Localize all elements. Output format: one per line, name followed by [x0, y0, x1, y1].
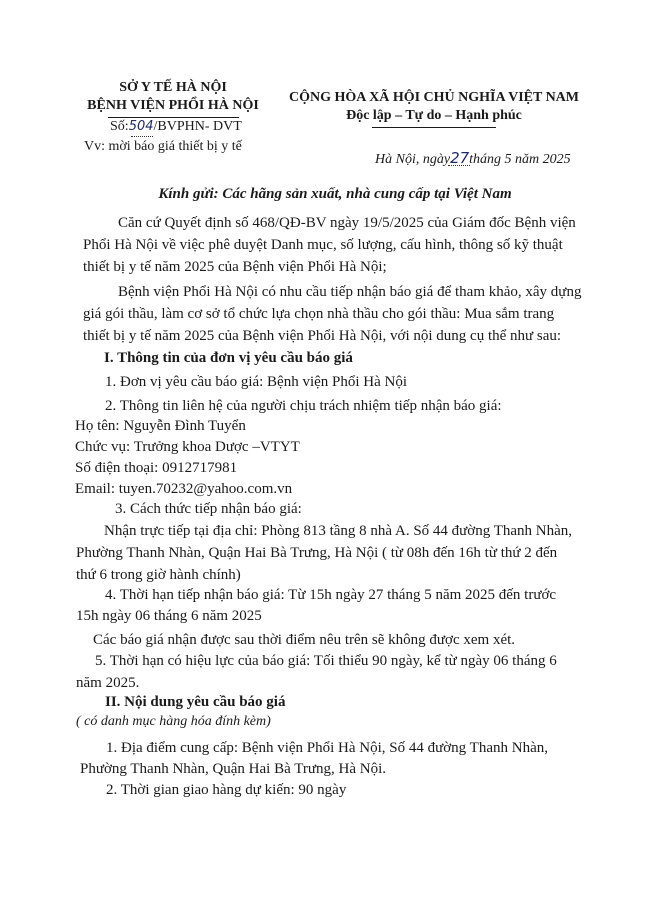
date-dotline	[448, 165, 470, 166]
section1-item1: 1. Đơn vị yêu cầu báo giá: Bệnh viện Phổi Hà Nội	[105, 374, 408, 390]
recipient-line: Kính gửi: Các hãng sản xuất, nhà cung cấp tại Việt Nam	[158, 186, 512, 202]
section1-item5-line1: 5. Thời hạn có hiệu lực của báo giá: Tối thiểu 90 ngày, kể từ ngày 06 tháng 6	[95, 653, 557, 669]
date-prefix: Hà Nội, ngày	[375, 152, 451, 167]
intro-p2-line3: thiết bị y tế năm 2025 của Bệnh viện Phổi Hà Nội, với nội dung cụ thể như sau:	[83, 328, 562, 344]
section1-heading: I. Thông tin của đơn vị yêu cầu báo giá	[104, 350, 353, 366]
section2-heading: II. Nội dung yêu cầu báo giá	[105, 694, 286, 710]
motto-underline	[372, 127, 496, 128]
section2-item1-line1: 1. Địa điểm cung cấp: Bệnh viện Phổi Hà Nội, Số 44 đường Thanh Nhàn,	[106, 740, 548, 756]
intro-p1-line1: Căn cứ Quyết định số 468/QĐ-BV ngày 19/5/2025 của Giám đốc Bệnh viện	[118, 215, 576, 231]
doc-no-handwritten: 504	[128, 119, 154, 134]
doc-no-dotline	[131, 136, 153, 137]
document-number	[110, 119, 242, 135]
section1-item3-line2: Phường Thanh Nhàn, Quận Hai Bà Trưng, Hà Nội ( từ 08h đến 16h từ thứ 2 đến	[76, 545, 558, 561]
section1-item5-line2: năm 2025.	[76, 675, 140, 691]
section2-note: ( có danh mục hàng hóa đính kèm)	[76, 714, 271, 729]
hospital-name: BỆNH VIỆN PHỔI HÀ NỘI	[87, 98, 259, 113]
doc-no-suffix: /BVPHN- DVT	[153, 119, 242, 134]
intro-p1-line2: Phổi Hà Nội về việc phê duyệt Danh mục, số lượng, cấu hình, thông số kỹ thuật	[83, 237, 563, 253]
hospital-underline	[108, 117, 239, 118]
section1-item3-line1: Nhận trực tiếp tại địa chỉ: Phòng 813 tầng 8 nhà A. Số 44 đường Thanh Nhàn,	[104, 523, 573, 539]
contact-name: Họ tên: Nguyễn Đình Tuyển	[75, 418, 246, 434]
contact-email: Email: tuyen.70232@yahoo.com.vn	[75, 481, 293, 497]
contact-phone: Số điện thoại: 0912717981	[75, 460, 238, 476]
intro-p2-line1: Bệnh viện Phổi Hà Nội có nhu cầu tiếp nhận báo giá để tham khảo, xây dựng	[118, 284, 582, 300]
contact-position: Chức vụ: Trưởng khoa Dược –VTYT	[75, 439, 300, 455]
country-name: CỘNG HÒA XÃ HỘI CHỦ NGHĨA VIỆT NAM	[288, 90, 580, 105]
section1-item2: 2. Thông tin liên hệ của người chịu trách nhiệm tiếp nhận báo giá:	[105, 398, 502, 414]
section1-item4-line1: 4. Thời hạn tiếp nhận báo giá: Từ 15h ngày 27 tháng 5 năm 2025 đến trước	[105, 587, 557, 603]
doc-no-prefix: Số:	[110, 119, 129, 134]
document-subject: Vv: mời báo giá thiết bị y tế	[84, 139, 242, 154]
section2-item2: 2. Thời gian giao hàng dự kiến: 90 ngày	[106, 782, 347, 798]
section1-item3-line3: thứ 6 trong giờ hành chính)	[76, 567, 241, 583]
intro-p2-line2: giá gói thầu, làm cơ sở tổ chức lựa chọn nhà thầu cho gói thầu: Mua sắm trang	[83, 306, 555, 322]
section1-item3: 3. Cách thức tiếp nhận báo giá:	[115, 501, 302, 517]
section1-item4-note: Các báo giá nhận được sau thời điểm nêu trên sẽ không được xem xét.	[93, 632, 516, 648]
date-suffix: tháng 5 năm 2025	[469, 152, 571, 167]
ministry-name: SỞ Y TẾ HÀ NỘI	[119, 80, 227, 95]
national-motto: Độc lập – Tự do – Hạnh phúc	[346, 108, 522, 123]
section2-item1-line2: Phường Thanh Nhàn, Quận Hai Bà Trưng, Hà Nội.	[80, 761, 386, 777]
document-date	[375, 149, 571, 168]
intro-p1-line3: thiết bị y tế năm 2025 của Bệnh viện Phổi Hà Nội;	[83, 259, 387, 275]
section1-item4-line2: 15h ngày 06 tháng 6 năm 2025	[76, 608, 262, 624]
date-day-handwritten: 27	[450, 149, 470, 167]
